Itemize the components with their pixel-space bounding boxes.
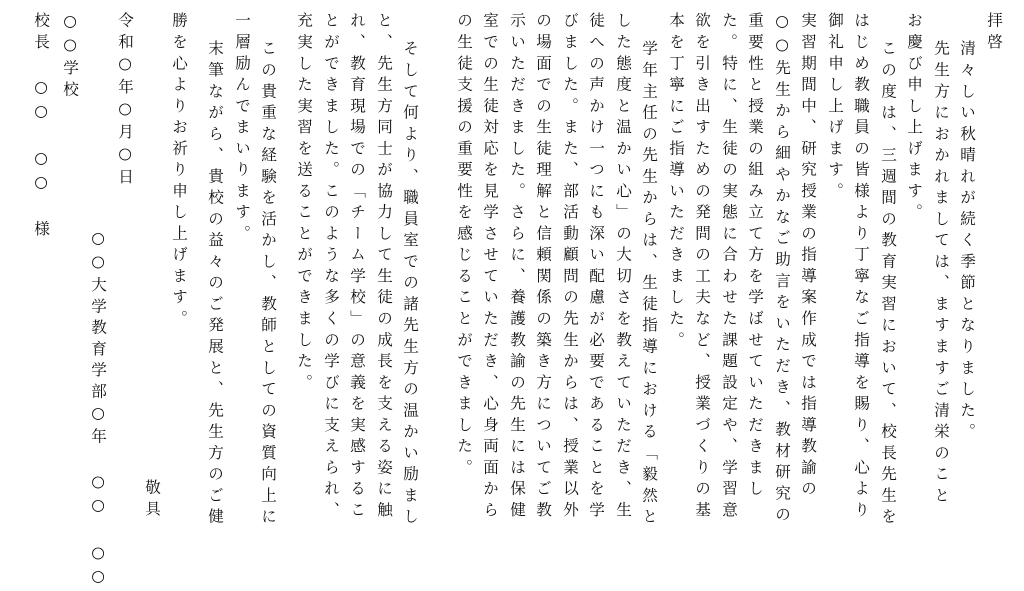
body-line: この度は、三週間の教育実習において、校長先生を (879, 40, 897, 530)
body-line: ○○先生から細やかなご助言をいただき、教材研究の (773, 12, 791, 528)
body-line: 本を丁寧にご指導いただきました。 (667, 12, 685, 353)
body-line: 室での生徒対応を見学させていただき、心身両面から (481, 12, 499, 523)
body-line: そして何より、職員室での諸先生方の温かい励まし (401, 40, 419, 530)
body-line: 欲を引き出すための発問の工夫など、授業づくりの基 (693, 12, 711, 523)
body-line: とができました。このような多くの学びに支えられ、 (322, 12, 340, 523)
body-line: した態度と温かい心」の大切さを教えていただき、生 (614, 12, 632, 523)
recipient-school: ○○学校 (61, 12, 79, 102)
closing-word: 敬具 (143, 479, 161, 522)
body-line: 学年主任の先生からは、生徒指導における「毅然と (640, 40, 658, 530)
body-line: 清々しい秋晴れが続く季節となりました。 (958, 40, 976, 445)
body-line: お慶び申し上げます。 (905, 12, 923, 225)
body-line: と、先生方同士が協力して生徒の成長を支える姿に触 (375, 12, 393, 523)
body-line: れ、教育現場での「チーム学校」の意義を実感するこ (348, 12, 366, 523)
body-line: びました。また、部活動顧問の先生からは、授業以外 (561, 12, 579, 523)
recipient-name: 校長 ○○ ○○ 様 (32, 12, 50, 242)
body-line: 末筆ながら、貴校の益々のご発展と、先生方のご健 (206, 40, 224, 530)
body-line: 実習期間中、研究授業の指導案作成では指導教諭の (799, 12, 817, 502)
body-line: はじめ教職員の皆様より丁寧なご指導を賜り、心より (852, 12, 870, 523)
body-line: の場面での生徒理解と信頼関係の築き方についてご教 (534, 12, 552, 523)
body-line: た。特に、生徒の実態に合わせた課題設定や、学習意 (720, 12, 738, 523)
body-line: 重要性と授業の組み立て方を学ばせていただきまし (746, 12, 764, 502)
body-line: 示いただきました。さらに、養護教諭の先生には保健 (508, 12, 526, 523)
letter-date: 令和○年○月○日 (116, 12, 134, 190)
sender-name: ○○大学教育学部○年 ○○ ○○ (89, 229, 107, 591)
body-line: 先生方におかれましては、ますますご清栄のこと (932, 40, 950, 508)
body-line: 徒への声かけ一つにも深い配慮が必要であることを学 (587, 12, 605, 523)
body-line: 充実した実習を送ることができました。 (295, 12, 313, 395)
body-line: 一層励んでまいります。 (233, 12, 251, 246)
body-line: この貴重な経験を活かし、教師としての資質向上に (259, 40, 277, 530)
opening-word: 拝啓 (985, 12, 1003, 55)
body-line: 御礼申し上げます。 (826, 12, 844, 204)
body-line: の生徒支援の重要性を感じることができました。 (455, 12, 473, 480)
body-line: 勝を心よりお祈り申し上げます。 (170, 12, 188, 332)
